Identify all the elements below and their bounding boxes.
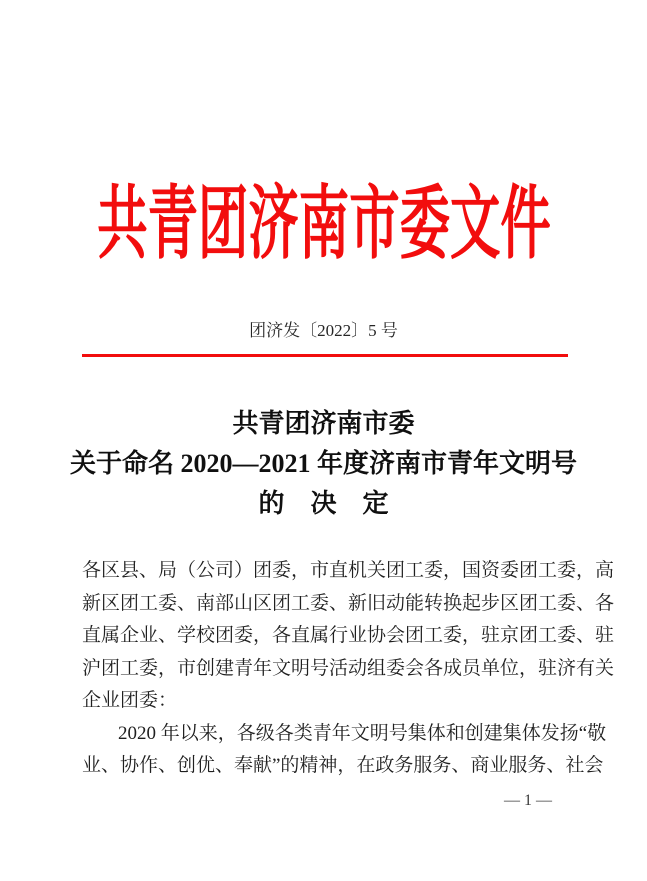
body-line: 业、协作、创优、奉献”的精神，在政务服务、商业服务、社会 [82,755,604,776]
body-line: 企业团委： [82,690,178,711]
document-body [82,555,615,783]
body-line: 各区县、局（公司）团委，市直机关团工委，国资委团工委，高 [82,560,615,581]
document-title-line-3: 的 决 定 [258,489,389,518]
document-number: 团济发〔2022〕5 号 [249,321,398,340]
body-line: 直属企业、学校团委，各直属行业协会团工委，驻京团工委、驻 [82,625,615,646]
red-masthead [0,180,647,270]
body-line: 2020 年以来，各级各类青年文明号集体和创建集体发扬“敬 [118,722,607,744]
masthead-title: 共青团济南市委文件 [96,181,551,269]
body-line: 新区团工委、南部山区团工委、新旧动能转换起步区团工委、各 [82,592,615,614]
document-title-line-2: 关于命名 2020—2021 年度济南市青年文明号 [69,449,577,478]
page-number: — 1 — [504,792,552,809]
red-separator-line [82,354,568,357]
body-line: 沪团工委，市创建青年文明号活动组委会各成员单位，驻济有关 [82,657,615,679]
document-title-line-1: 共青团济南市委 [232,409,415,438]
document-title [0,404,647,524]
